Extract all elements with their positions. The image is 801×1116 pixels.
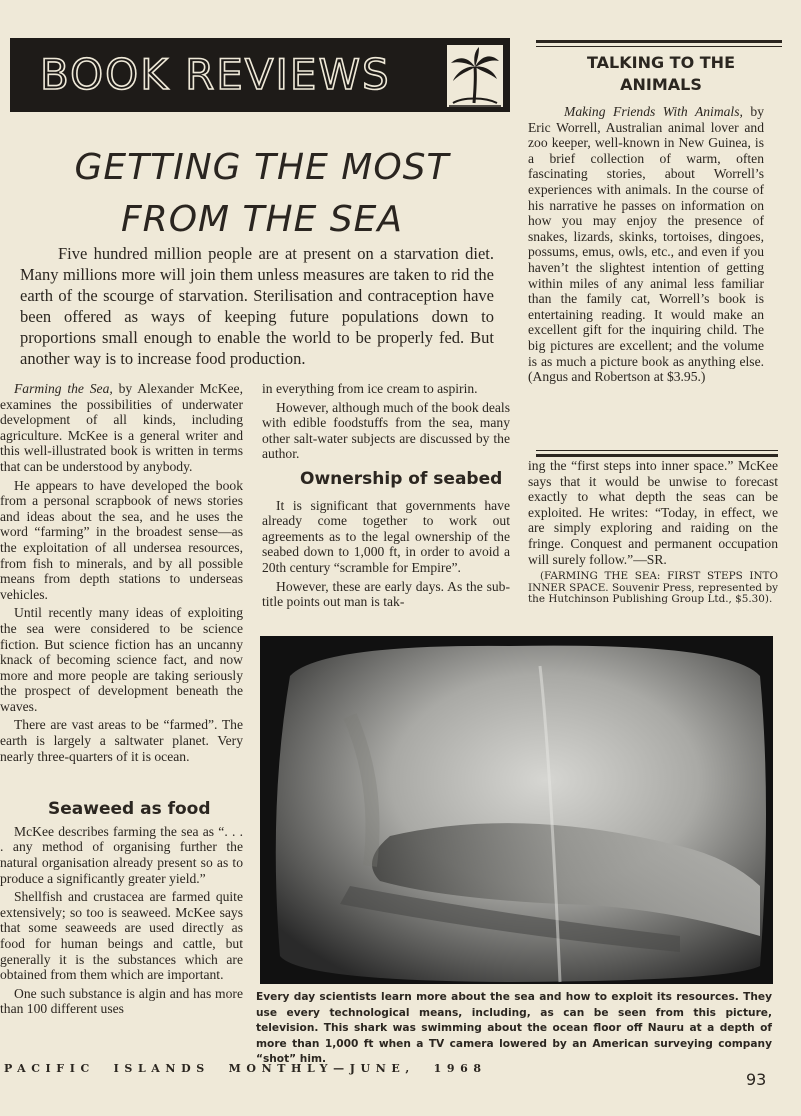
column-2 — [262, 381, 510, 613]
paragraph: However, these are early days. As the sub-title points out man is tak- — [262, 578, 510, 610]
column-1 — [0, 381, 243, 1020]
book-credit: (FARMING THE SEA: FIRST STEPS INTO INNER SPACE. Souvenir Press, represented by the Hutchinson Publishing Group Ltd., $5.30). — [528, 570, 778, 605]
side-review-body — [528, 104, 764, 388]
divider-rule — [536, 46, 782, 47]
paragraph: Shellfish and crustacea are farmed quite extensively; so too is seaweed. McKee says that some seaweeds are used directly as food for human beings and cattle, but generally it is the substances which are obtained from them which are important. — [0, 889, 243, 983]
column-3 — [528, 458, 778, 608]
book-title: Making Friends With Animals, — [564, 104, 743, 119]
paragraph: There are vast areas to be “farmed”. The earth is largely a saltwater planet. Very nearly three-quarters of it is ocean. — [0, 717, 243, 764]
photo-caption: Every day scientists learn more about the sea and how to exploit its resources. They use every technological means, including, as can be seen from this picture, television. This shark was swimming about the ocean floor off Nauru at a depth of more than 1,000 ft when a TV camera lowered by an American surveying company “shot” him. — [256, 991, 772, 1065]
paragraph: It is significant that governments have already come together to work out agreements as to the legal ownership of the seabed down to 1,000 ft, in order to avoid a 20th century “scramble for Empire”. — [262, 497, 510, 575]
page-number: 93 — [746, 1070, 767, 1089]
paragraph: Until recently many ideas of exploiting the sea were considered to be science fiction. But science fiction has an uncanny knack of becoming science fact, and now more and more people are taking seriously the prospect of development beneath the waves. — [0, 605, 243, 714]
divider-rule — [536, 450, 778, 451]
paragraph: Farming the Sea, by Alexander McKee, examines the possibilities of underwater development of all kinds, including agriculture. McKee is a general writer and this well-illustrated book is written in terms that can be understood by anybody. — [0, 381, 243, 474]
publication-footer: PACIFIC ISLANDS MONTHLY—JUNE, 1968 — [4, 1062, 487, 1075]
paragraph: One such substance is algin and has more than 100 different uses — [0, 985, 243, 1017]
subhead-seaweed: Seaweed as food — [48, 799, 211, 820]
paragraph: McKee describes farming the sea as “. . . . any method of organising further the natural organisation already present so as to produce a significantly greater yield.” — [0, 823, 243, 886]
shark-tv-photo — [260, 636, 773, 984]
subhead-seabed: Ownership of seabed — [300, 468, 503, 489]
paragraph: However, although much of the book deals with edible foodstuffs from the sea, many other salt-water subjects are discussed by the author. — [262, 399, 510, 462]
headline-line-1: GETTING THE MOST — [74, 147, 450, 188]
paragraph: He appears to have developed the book from a personal scrapbook of news stories and ideas about the sea, and he uses the word “farming” in the broadest sense—as the exploitation of all undersea resources, from fish to minerals, and by all possible means from depth stations to underseas vehicles. — [0, 477, 243, 602]
banner-title: BOOK REVIEWS — [40, 50, 391, 99]
book-reviews-banner — [10, 38, 510, 112]
palm-tree-island-icon — [446, 44, 504, 108]
headline-line-2: FROM THE SEA — [120, 199, 404, 240]
paragraph: ing the “first steps into inner space.” McKee says that it would be unwise to forecast exactly to what depth the seas can be exploited. He writes: “Today, in effect, we are simply exploring and raiding on the fringe. Conquest and permanent occupation will surely follow.”—SR. — [528, 458, 778, 567]
divider-rule — [536, 454, 778, 457]
article-intro: Five hundred million people are at present on a starvation diet. Many millions more will join them unless measures are taken to rid the earth of the scourge of starvation. Sterilisation and contraception have been offered as ways of keeping future populations down to proportions small enough to enable the world to be properly fed. But another way is to increase food production. — [20, 244, 494, 368]
article-headline — [36, 142, 488, 246]
paragraph: in everything from ice cream to aspirin. — [262, 381, 478, 396]
book-title: Farming the Sea, — [14, 381, 113, 396]
divider-rule — [536, 40, 782, 43]
paragraph: Making Friends With Animals, by Eric Worrell, Australian animal lover and zoo keeper, well-known in New Guinea, is a brief collection of warm, often fascinating stories, about Worrell’s experiences with animals. In the course of his narrative he passes on information on how you may enjoy the presence of snakes, lizards, skinks, tortoises, dingoes, possums, emus, owls, etc., and even if you haven’t the slightest intention of getting within miles of any animal less familiar than the family cat, Worrell’s book is entertaining reading. It would make an excellent gift for the inquiring child. The big pictures are excellent; and the volume is as much a picture book as anything else. (Angus and Robertson at $3.95.) — [528, 104, 764, 385]
side-review-title: TALKING TO THE ANIMALS — [586, 53, 735, 94]
